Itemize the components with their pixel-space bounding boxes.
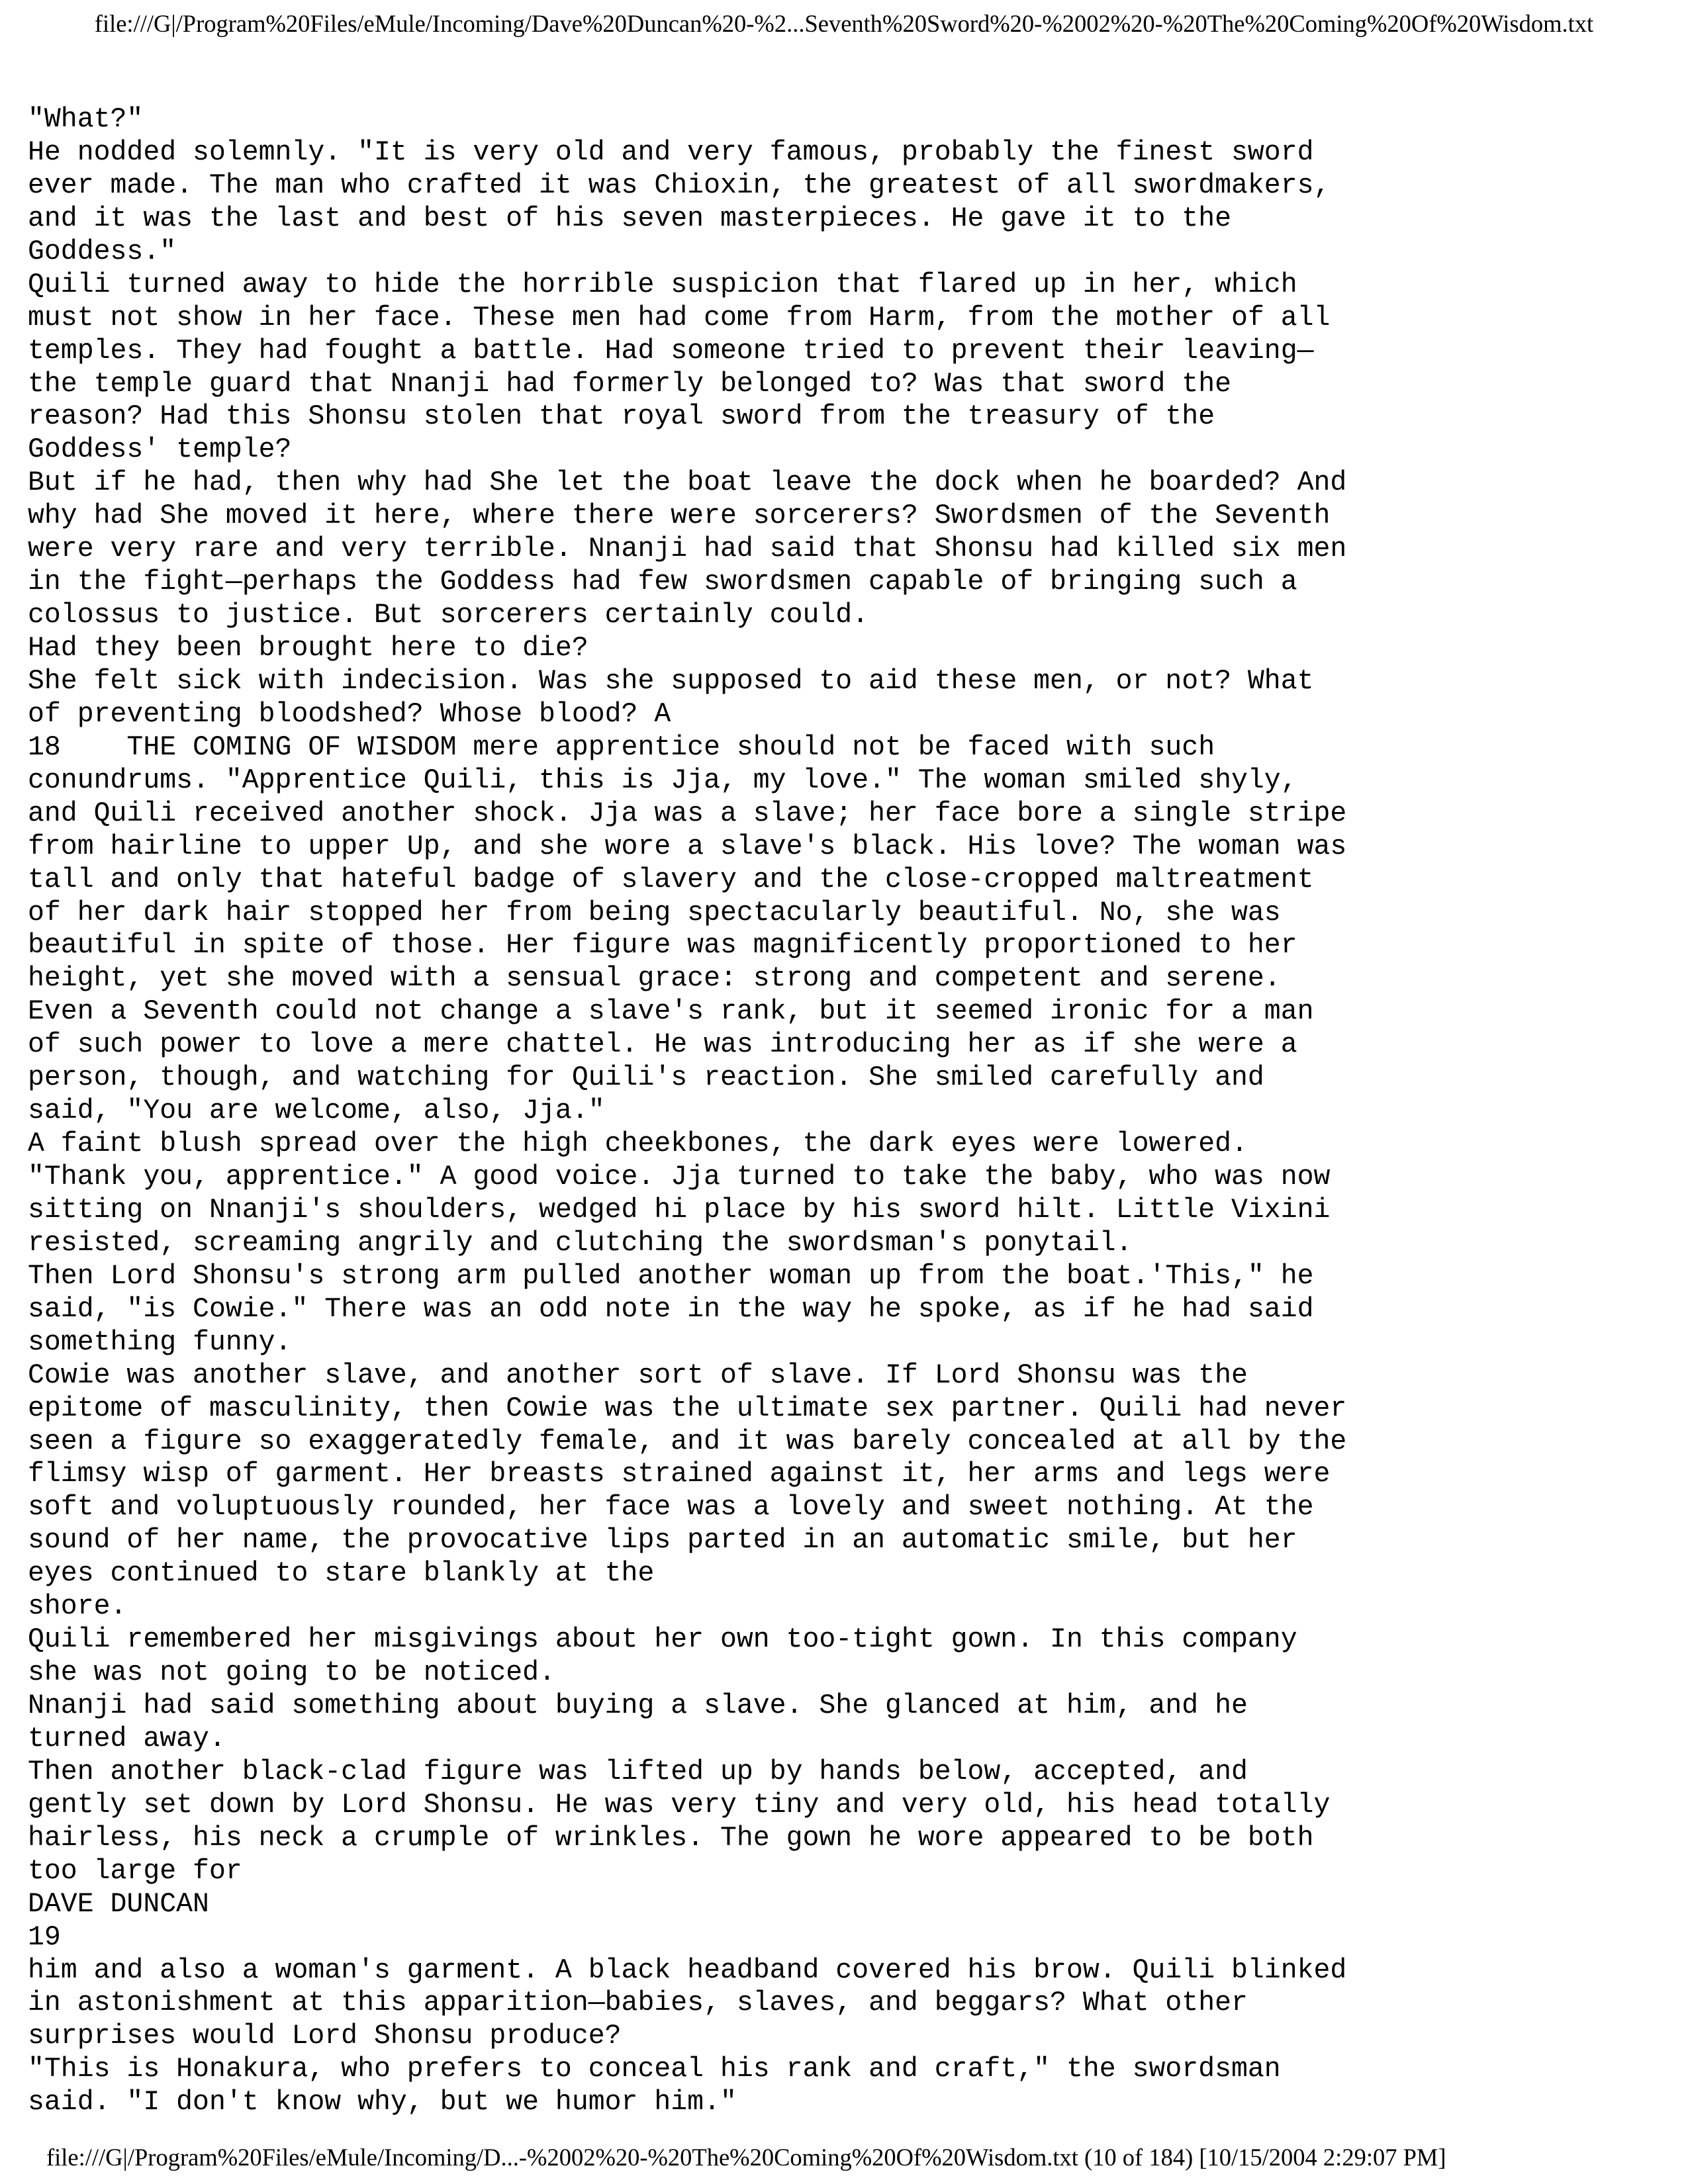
text-line: beautiful in spite of those. Her figure was magnificently proportioned to her (28, 930, 1297, 962)
text-line: 19 (28, 1921, 61, 1953)
text-line: in astonishment at this apparition—babies, slaves, and beggars? What other (28, 1987, 1248, 2019)
text-line: said. "I don't know why, but we humor him." (28, 2087, 737, 2118)
text-line: seen a figure so exaggeratedly female, and it was barely concealed at all by the (28, 1426, 1347, 1457)
text-line: "This is Honakura, who prefers to conceal his rank and craft," the swordsman (28, 2054, 1281, 2085)
text-line: eyes continued to stare blankly at the (28, 1558, 655, 1590)
file-path-header: file:///G|/Program%20Files/eMule/Incoming/Dave%20Duncan%20-%2...Seventh%20Sword%20-%2002%20-%20The%20Coming%20Of%20Wisdom.txt (94, 10, 1594, 37)
text-line: were very rare and very terrible. Nnanji had said that Shonsu had killed six men (28, 533, 1347, 565)
text-line: the temple guard that Nnanji had formerly belonged to? Was that sword the (28, 368, 1231, 400)
page-header (0, 9, 1688, 38)
text-line: Then another black-clad figure was lifted up by hands below, accepted, and (28, 1756, 1248, 1788)
text-line: she was not going to be noticed. (28, 1657, 555, 1689)
text-line: Goddess." (28, 236, 177, 267)
text-line: surprises would Lord Shonsu produce? (28, 2021, 622, 2052)
text-line: Nnanji had said something about buying a slave. She glanced at him, and he (28, 1690, 1248, 1721)
text-line: Had they been brought here to die? (28, 633, 588, 664)
text-line: tall and only that hateful badge of slavery and the close-cropped maltreatment (28, 864, 1314, 895)
text-line: He nodded solemnly. "It is very old and very famous, probably the finest sword (28, 136, 1314, 168)
document-text (28, 103, 1656, 2119)
text-line: DAVE DUNCAN (28, 1888, 209, 1920)
text-line: colossus to justice. But sorcerers certainly could. (28, 600, 869, 631)
text-line: temples. They had fought a battle. Had someone tried to prevent their leaving— (28, 335, 1314, 367)
text-line: turned away. (28, 1723, 226, 1754)
text-line: and it was the last and best of his seven masterpieces. He gave it to the (28, 203, 1231, 234)
text-line: in the fight—perhaps the Goddess had few swordsmen capable of bringing such a (28, 567, 1297, 598)
text-line: flimsy wisp of garment. Her breasts strained against it, her arms and legs were (28, 1459, 1331, 1490)
text-line: from hairline to upper Up, and she wore a slave's black. His love? The woman was (28, 831, 1347, 862)
text-line: him and also a woman's garment. A black headband covered his brow. Quili blinked (28, 1954, 1347, 1986)
text-line: 18 THE COMING OF WISDOM mere apprentice should not be faced with such (28, 731, 1215, 763)
text-line: sitting on Nnanji's shoulders, wedged hi place by his sword hilt. Little Vixini (28, 1194, 1331, 1226)
text-line: soft and voluptuously rounded, her face was a lovely and sweet nothing. At the (28, 1492, 1314, 1524)
text-line: height, yet she moved with a sensual grace: strong and competent and serene. (28, 963, 1281, 995)
text-line: and Quili received another shock. Jja was a slave; her face bore a single stripe (28, 797, 1347, 829)
text-line: said, "is Cowie." There was an odd note in the way he spoke, as if he had said (28, 1293, 1314, 1325)
text-line: must not show in her face. These men had come from Harm, from the mother of all (28, 302, 1331, 334)
text-line: of her dark hair stopped her from being spectacularly beautiful. No, she was (28, 897, 1281, 929)
text-line: resisted, screaming angrily and clutching the swordsman's ponytail. (28, 1227, 1133, 1259)
text-line: epitome of masculinity, then Cowie was the ultimate sex partner. Quili had never (28, 1392, 1347, 1424)
text-line: gently set down by Lord Shonsu. He was very tiny and very old, his head totally (28, 1789, 1331, 1821)
text-line: of preventing bloodshed? Whose blood? A (28, 698, 671, 730)
text-line: reason? Had this Shonsu stolen that royal sword from the treasury of the (28, 401, 1215, 433)
text-line: ever made. The man who crafted it was Chioxin, the greatest of all swordmakers, (28, 169, 1331, 201)
text-line: person, though, and watching for Quili's reaction. She smiled carefully and (28, 1062, 1264, 1094)
text-line: Even a Seventh could not change a slave's rank, but it seemed ironic for a man (28, 996, 1314, 1028)
text-line: hairless, his neck a crumple of wrinkles. The gown he wore appeared to be both (28, 1822, 1314, 1854)
text-line: Quili turned away to hide the horrible suspicion that flared up in her, which (28, 269, 1297, 300)
text-line: Goddess' temple? (28, 434, 292, 466)
text-line: something funny. (28, 1326, 292, 1358)
text-line: sound of her name, the provocative lips parted in an automatic smile, but her (28, 1525, 1297, 1557)
text-line: conundrums. "Apprentice Quili, this is Jja, my love." The woman smiled shyly, (28, 764, 1297, 796)
text-line: But if he had, then why had She let the boat leave the dock when he boarded? And (28, 467, 1347, 499)
text-line: A faint blush spread over the high cheekbones, the dark eyes were lowered. (28, 1128, 1248, 1160)
text-line: Quili remembered her misgivings about her own too-tight gown. In this company (28, 1624, 1297, 1656)
text-line: Then Lord Shonsu's strong arm pulled another woman up from the boat.'This," he (28, 1260, 1314, 1292)
text-line: too large for (28, 1855, 242, 1887)
text-line: of such power to love a mere chattel. He was introducing her as if she were a (28, 1029, 1297, 1061)
text-line: Cowie was another slave, and another sort of slave. If Lord Shonsu was the (28, 1359, 1248, 1391)
file-path-footer: file:///G|/Program%20Files/eMule/Incoming/D...-%2002%20-%20The%20Coming%20Of%20Wisdom.txt (10 of 184) [10/15/2004 2:29:07 PM] (46, 2144, 1446, 2171)
text-line: why had She moved it here, where there were sorcerers? Swordsmen of the Seventh (28, 500, 1331, 532)
text-line: "Thank you, apprentice." A good voice. Jja turned to take the baby, who was now (28, 1161, 1331, 1193)
text-line: shore. (28, 1591, 127, 1623)
text-line: "What?" (28, 104, 144, 135)
text-line: She felt sick with indecision. Was she supposed to aid these men, or not? What (28, 665, 1314, 697)
page-footer (46, 2143, 1446, 2172)
text-line: said, "You are welcome, also, Jja." (28, 1095, 605, 1127)
